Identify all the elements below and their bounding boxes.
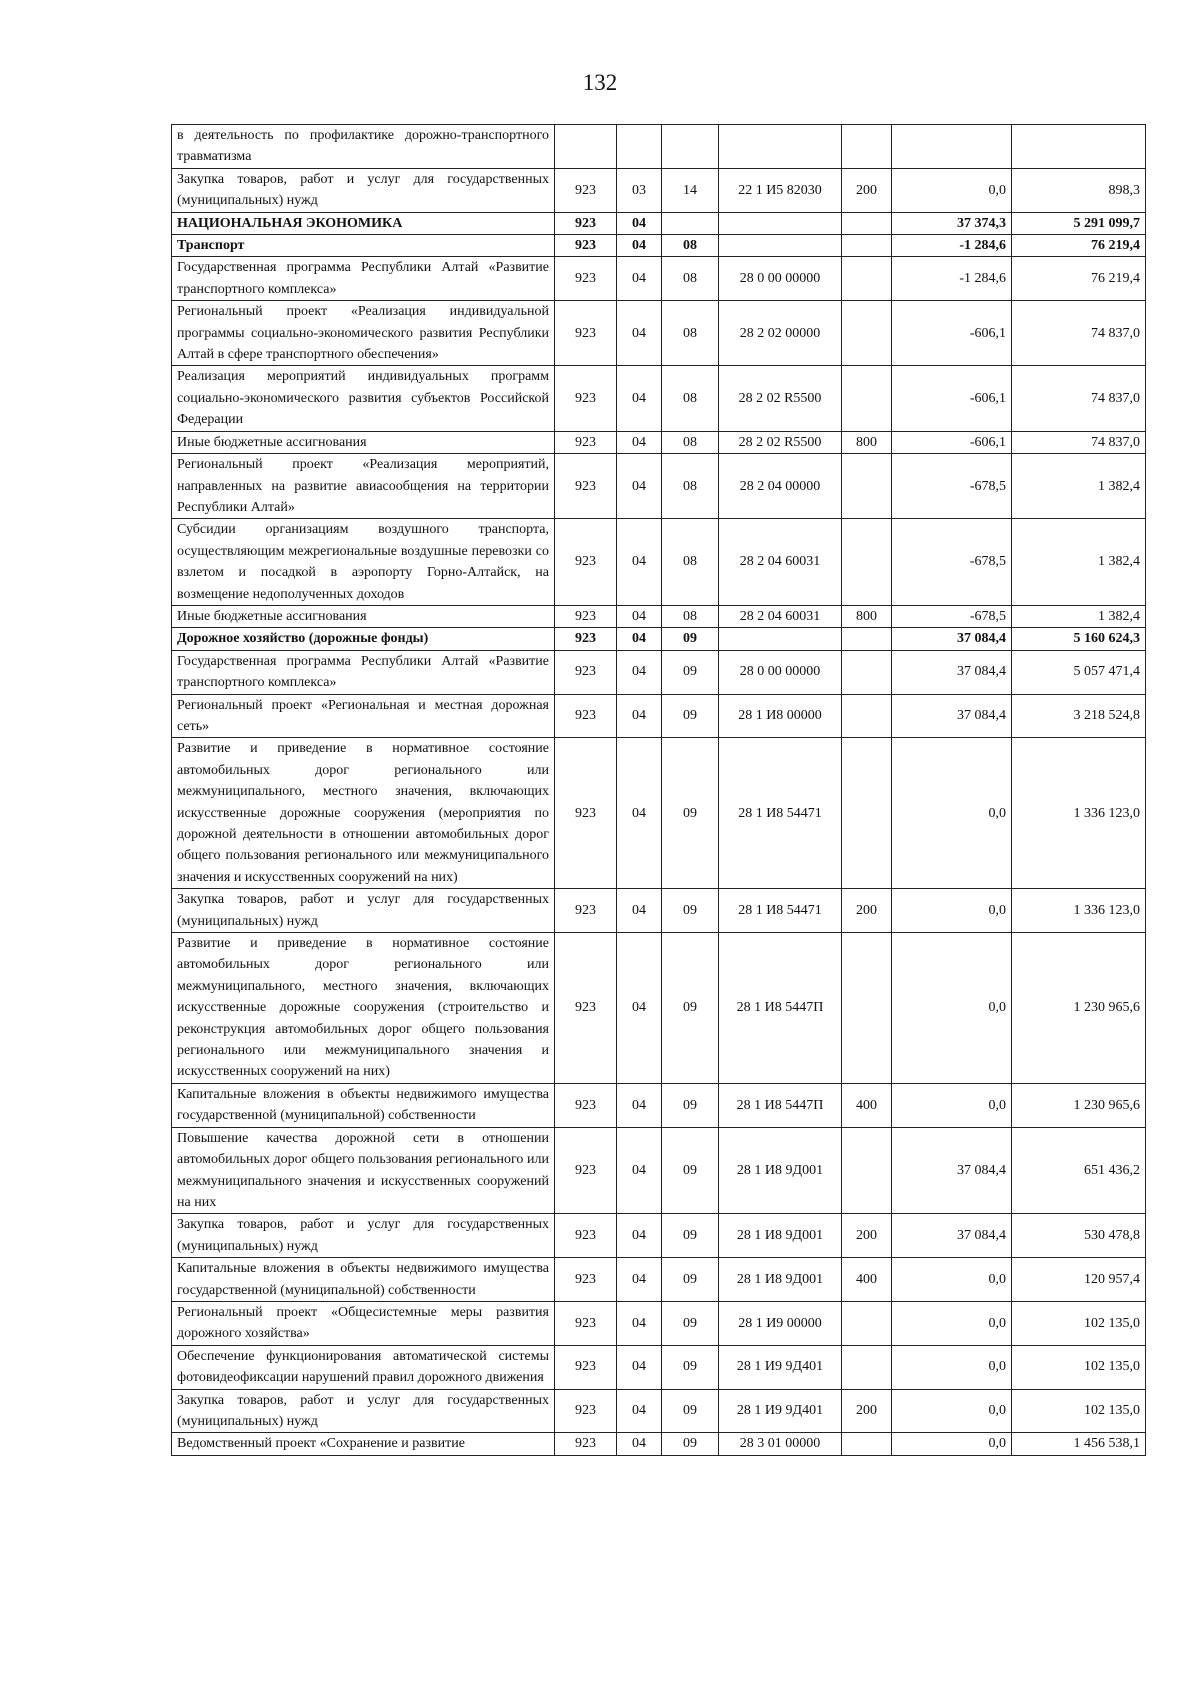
ministry-code: 923 (555, 650, 617, 694)
target-article-code: 28 2 04 60031 (719, 519, 842, 606)
amount-total: 1 336 123,0 (1012, 889, 1146, 933)
ministry-code: 923 (555, 605, 617, 627)
section-code: 04 (617, 212, 662, 234)
table-row (172, 650, 1146, 694)
table-row (172, 301, 1146, 366)
subsection-code: 08 (662, 519, 719, 606)
section-code: 04 (617, 1301, 662, 1345)
ministry-code: 923 (555, 454, 617, 519)
row-name: Региональный проект «Общесистемные меры развития дорожного хозяйства» (172, 1301, 555, 1345)
target-article-code: 28 2 02 R5500 (719, 431, 842, 453)
section-code: 04 (617, 1258, 662, 1302)
amount-change: 0,0 (892, 1258, 1012, 1302)
amount-total: 1 382,4 (1012, 519, 1146, 606)
row-name: Закупка товаров, работ и услуг для государственных (муниципальных) нужд (172, 889, 555, 933)
section-code: 04 (617, 366, 662, 431)
section-code: 04 (617, 1083, 662, 1127)
amount-total: 120 957,4 (1012, 1258, 1146, 1302)
amount-total: 1 382,4 (1012, 605, 1146, 627)
amount-change: 0,0 (892, 738, 1012, 889)
amount-change: 0,0 (892, 889, 1012, 933)
row-name: Закупка товаров, работ и услуг для государственных (муниципальных) нужд (172, 168, 555, 212)
amount-total: 5 291 099,7 (1012, 212, 1146, 234)
row-name: Закупка товаров, работ и услуг для государственных (муниципальных) нужд (172, 1389, 555, 1433)
section-code: 04 (617, 235, 662, 257)
ministry-code: 923 (555, 1083, 617, 1127)
row-name: Государственная программа Республики Алтай «Развитие транспортного комплекса» (172, 650, 555, 694)
ministry-code: 923 (555, 933, 617, 1084)
section-code: 04 (617, 933, 662, 1084)
row-name: Капитальные вложения в объекты недвижимого имущества государственной (муниципальной) собственности (172, 1083, 555, 1127)
amount-change: 37 084,4 (892, 1214, 1012, 1258)
section-code: 04 (617, 1345, 662, 1389)
ministry-code: 923 (555, 301, 617, 366)
row-name: Региональный проект «Реализация индивидуальной программы социально-экономического развития Республики Алтай в сфере транспортного обеспечения» (172, 301, 555, 366)
row-name: Повышение качества дорожной сети в отношении автомобильных дорог общего пользования регионального или межмуниципального значения и искусственных сооружений на них (172, 1127, 555, 1214)
row-name: Капитальные вложения в объекты недвижимого имущества государственной (муниципальной) собственности (172, 1258, 555, 1302)
ministry-code: 923 (555, 1214, 617, 1258)
amount-total: 102 135,0 (1012, 1301, 1146, 1345)
expense-type-code: 200 (842, 1389, 892, 1433)
amount-total: 651 436,2 (1012, 1127, 1146, 1214)
section-code: 03 (617, 168, 662, 212)
section-code: 04 (617, 605, 662, 627)
table-row (172, 257, 1146, 301)
ministry-code: 923 (555, 235, 617, 257)
table-row (172, 235, 1146, 257)
amount-total: 74 837,0 (1012, 301, 1146, 366)
ministry-code: 923 (555, 168, 617, 212)
row-name: Закупка товаров, работ и услуг для государственных (муниципальных) нужд (172, 1214, 555, 1258)
amount-total: 530 478,8 (1012, 1214, 1146, 1258)
expense-type-code (842, 235, 892, 257)
expense-type-code: 400 (842, 1083, 892, 1127)
row-name: Обеспечение функционирования автоматической системы фотовидеофиксации нарушений правил дорожного движения (172, 1345, 555, 1389)
section-code: 04 (617, 431, 662, 453)
table-row (172, 454, 1146, 519)
section-code: 04 (617, 889, 662, 933)
amount-total: 898,3 (1012, 168, 1146, 212)
section-code: 04 (617, 1389, 662, 1433)
table-row (172, 1083, 1146, 1127)
subsection-code: 08 (662, 431, 719, 453)
target-article-code (719, 212, 842, 234)
expense-type-code: 200 (842, 1214, 892, 1258)
section-code: 04 (617, 1127, 662, 1214)
amount-total: 76 219,4 (1012, 235, 1146, 257)
amount-change: -606,1 (892, 301, 1012, 366)
row-name: Субсидии организациям воздушного транспорта, осуществляющим межрегиональные воздушные перевозки со взлетом и посадкой в аэропорту Горно-Алтайск, на возмещение недополученных доходов (172, 519, 555, 606)
amount-change: 0,0 (892, 1301, 1012, 1345)
table-row (172, 889, 1146, 933)
target-article-code: 28 1 И8 54471 (719, 738, 842, 889)
row-name: Государственная программа Республики Алтай «Развитие транспортного комплекса» (172, 257, 555, 301)
amount-total: 74 837,0 (1012, 366, 1146, 431)
subsection-code: 09 (662, 1301, 719, 1345)
amount-change: -678,5 (892, 605, 1012, 627)
target-article-code: 28 1 И9 9Д401 (719, 1345, 842, 1389)
table-row (172, 738, 1146, 889)
row-name: Ведомственный проект «Сохранение и развитие (172, 1433, 555, 1455)
amount-total: 76 219,4 (1012, 257, 1146, 301)
table-body (172, 125, 1146, 1456)
table-row (172, 628, 1146, 650)
section-code: 04 (617, 257, 662, 301)
amount-total: 102 135,0 (1012, 1345, 1146, 1389)
target-article-code: 28 1 И9 00000 (719, 1301, 842, 1345)
target-article-code: 28 1 И8 9Д001 (719, 1258, 842, 1302)
ministry-code: 923 (555, 212, 617, 234)
amount-change: 0,0 (892, 1433, 1012, 1455)
ministry-code: 923 (555, 1433, 617, 1455)
ministry-code: 923 (555, 628, 617, 650)
expense-type-code (842, 125, 892, 169)
subsection-code: 09 (662, 650, 719, 694)
target-article-code: 28 1 И9 9Д401 (719, 1389, 842, 1433)
row-name: Развитие и приведение в нормативное состояние автомобильных дорог регионального или межмуниципального, местного значения, включающих искусственные дорожные сооружения (мероприятия по дорожной деятельности в отношении автомобильных дорог общего пользования регионального или межмуниципального значения и искусственных сооружений на них) (172, 738, 555, 889)
ministry-code: 923 (555, 1389, 617, 1433)
expense-type-code (842, 454, 892, 519)
section-code: 04 (617, 1433, 662, 1455)
row-name: Транспорт (172, 235, 555, 257)
table-row (172, 519, 1146, 606)
ministry-code: 923 (555, 1301, 617, 1345)
target-article-code: 28 1 И8 5447П (719, 933, 842, 1084)
amount-change: 0,0 (892, 1083, 1012, 1127)
subsection-code: 09 (662, 1389, 719, 1433)
table-row (172, 431, 1146, 453)
amount-change: 0,0 (892, 1345, 1012, 1389)
table-row (172, 1127, 1146, 1214)
expense-type-code (842, 1301, 892, 1345)
expense-type-code (842, 738, 892, 889)
expense-type-code: 200 (842, 168, 892, 212)
amount-change: -606,1 (892, 366, 1012, 431)
row-name: НАЦИОНАЛЬНАЯ ЭКОНОМИКА (172, 212, 555, 234)
target-article-code: 28 1 И8 9Д001 (719, 1214, 842, 1258)
subsection-code: 09 (662, 628, 719, 650)
target-article-code: 28 2 04 00000 (719, 454, 842, 519)
subsection-code: 08 (662, 235, 719, 257)
subsection-code: 09 (662, 933, 719, 1084)
section-code: 04 (617, 301, 662, 366)
subsection-code: 09 (662, 1127, 719, 1214)
amount-change: 0,0 (892, 168, 1012, 212)
expense-type-code (842, 301, 892, 366)
target-article-code (719, 125, 842, 169)
ministry-code: 923 (555, 889, 617, 933)
ministry-code: 923 (555, 694, 617, 738)
expense-type-code (842, 366, 892, 431)
amount-change: 0,0 (892, 933, 1012, 1084)
target-article-code: 28 1 И8 54471 (719, 889, 842, 933)
table-row (172, 1214, 1146, 1258)
row-name: Реализация мероприятий индивидуальных программ социально-экономического развития субъектов Российской Федерации (172, 366, 555, 431)
subsection-code: 08 (662, 454, 719, 519)
amount-change: 37 084,4 (892, 650, 1012, 694)
amount-change (892, 125, 1012, 169)
subsection-code: 09 (662, 1083, 719, 1127)
amount-change: 0,0 (892, 1389, 1012, 1433)
row-name: Региональный проект «Реализация мероприятий, направленных на развитие авиасообщения на территории Республики Алтай» (172, 454, 555, 519)
subsection-code: 09 (662, 1214, 719, 1258)
expense-type-code (842, 257, 892, 301)
ministry-code: 923 (555, 519, 617, 606)
target-article-code: 28 1 И8 5447П (719, 1083, 842, 1127)
table-row (172, 212, 1146, 234)
row-name: Региональный проект «Региональная и местная дорожная сеть» (172, 694, 555, 738)
expense-type-code: 800 (842, 605, 892, 627)
target-article-code (719, 628, 842, 650)
ministry-code: 923 (555, 1127, 617, 1214)
table-row (172, 1345, 1146, 1389)
subsection-code (662, 125, 719, 169)
subsection-code: 09 (662, 1345, 719, 1389)
table-row (172, 605, 1146, 627)
amount-change: 37 374,3 (892, 212, 1012, 234)
amount-change: -678,5 (892, 519, 1012, 606)
expense-type-code (842, 1433, 892, 1455)
amount-change: -1 284,6 (892, 257, 1012, 301)
row-name: Дорожное хозяйство (дорожные фонды) (172, 628, 555, 650)
expense-type-code (842, 1127, 892, 1214)
target-article-code: 22 1 И5 82030 (719, 168, 842, 212)
section-code: 04 (617, 454, 662, 519)
target-article-code: 28 2 02 00000 (719, 301, 842, 366)
target-article-code: 28 2 04 60031 (719, 605, 842, 627)
amount-change: 37 084,4 (892, 1127, 1012, 1214)
subsection-code: 09 (662, 889, 719, 933)
expense-type-code: 400 (842, 1258, 892, 1302)
amount-total: 5 057 471,4 (1012, 650, 1146, 694)
row-name: Развитие и приведение в нормативное состояние автомобильных дорог регионального или межмуниципального, местного значения, включающих искусственные дорожные сооружения (строительство и реконструкция автомобильных дорог общего пользования регионального или межмуниципального значения и искусственных сооружений на них) (172, 933, 555, 1084)
section-code: 04 (617, 650, 662, 694)
table-row (172, 125, 1146, 169)
expense-type-code (842, 694, 892, 738)
subsection-code: 09 (662, 694, 719, 738)
table-row (172, 366, 1146, 431)
amount-total: 1 230 965,6 (1012, 1083, 1146, 1127)
section-code: 04 (617, 519, 662, 606)
amount-total: 5 160 624,3 (1012, 628, 1146, 650)
target-article-code: 28 2 02 R5500 (719, 366, 842, 431)
section-code: 04 (617, 738, 662, 889)
expense-type-code: 200 (842, 889, 892, 933)
ministry-code: 923 (555, 257, 617, 301)
amount-total: 102 135,0 (1012, 1389, 1146, 1433)
section-code: 04 (617, 628, 662, 650)
amount-change: -678,5 (892, 454, 1012, 519)
subsection-code: 08 (662, 257, 719, 301)
row-name: Иные бюджетные ассигнования (172, 431, 555, 453)
row-name: Иные бюджетные ассигнования (172, 605, 555, 627)
amount-change: 37 084,4 (892, 628, 1012, 650)
table-row (172, 1301, 1146, 1345)
expense-type-code (842, 933, 892, 1084)
amount-total: 1 456 538,1 (1012, 1433, 1146, 1455)
page-number: 132 (582, 70, 618, 95)
section-code (617, 125, 662, 169)
subsection-code (662, 212, 719, 234)
amount-total (1012, 125, 1146, 169)
table-row (172, 1433, 1146, 1455)
expense-type-code (842, 519, 892, 606)
subsection-code: 09 (662, 1433, 719, 1455)
expense-type-code (842, 650, 892, 694)
amount-total: 1 382,4 (1012, 454, 1146, 519)
ministry-code (555, 125, 617, 169)
target-article-code: 28 0 00 00000 (719, 650, 842, 694)
target-article-code: 28 1 И8 00000 (719, 694, 842, 738)
subsection-code: 09 (662, 1258, 719, 1302)
ministry-code: 923 (555, 366, 617, 431)
row-name: в деятельность по профилактике дорожно-транспортного травматизма (172, 125, 555, 169)
table-row (172, 168, 1146, 212)
expense-type-code (842, 1345, 892, 1389)
subsection-code: 09 (662, 738, 719, 889)
amount-total: 74 837,0 (1012, 431, 1146, 453)
expense-type-code (842, 628, 892, 650)
amount-total: 3 218 524,8 (1012, 694, 1146, 738)
target-article-code: 28 0 00 00000 (719, 257, 842, 301)
subsection-code: 08 (662, 366, 719, 431)
expense-type-code: 800 (842, 431, 892, 453)
subsection-code: 08 (662, 301, 719, 366)
target-article-code (719, 235, 842, 257)
budget-table (171, 124, 1146, 1456)
table-row (172, 933, 1146, 1084)
subsection-code: 08 (662, 605, 719, 627)
ministry-code: 923 (555, 1258, 617, 1302)
amount-change: -606,1 (892, 431, 1012, 453)
amount-change: -1 284,6 (892, 235, 1012, 257)
ministry-code: 923 (555, 738, 617, 889)
section-code: 04 (617, 694, 662, 738)
table-row (172, 1389, 1146, 1433)
expense-type-code (842, 212, 892, 234)
ministry-code: 923 (555, 431, 617, 453)
amount-total: 1 230 965,6 (1012, 933, 1146, 1084)
amount-total: 1 336 123,0 (1012, 738, 1146, 889)
ministry-code: 923 (555, 1345, 617, 1389)
amount-change: 37 084,4 (892, 694, 1012, 738)
section-code: 04 (617, 1214, 662, 1258)
subsection-code: 14 (662, 168, 719, 212)
target-article-code: 28 1 И8 9Д001 (719, 1127, 842, 1214)
target-article-code: 28 3 01 00000 (719, 1433, 842, 1455)
table-row (172, 694, 1146, 738)
table-row (172, 1258, 1146, 1302)
